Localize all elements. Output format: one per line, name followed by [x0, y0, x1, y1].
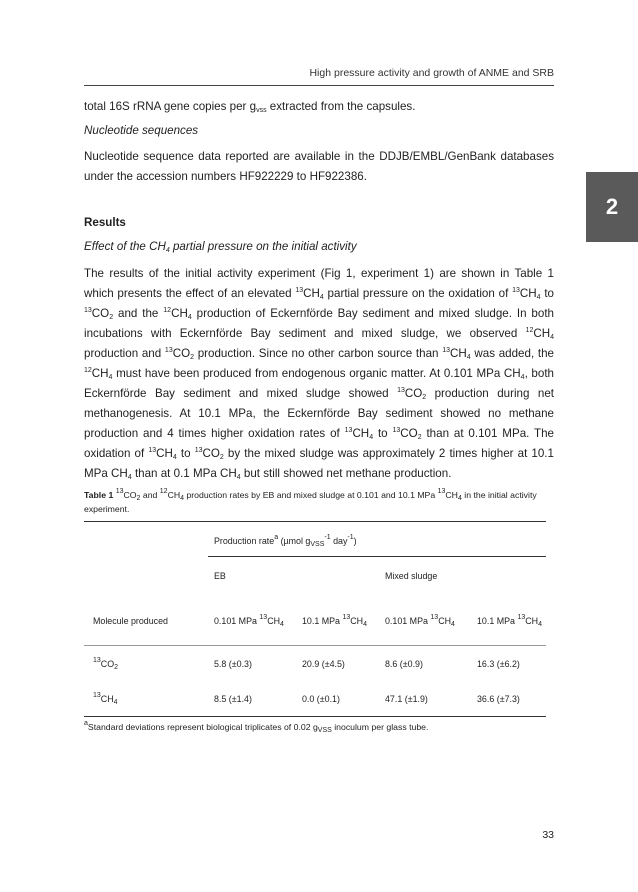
group-eb-header: EB: [214, 571, 226, 581]
nucleotide-heading: Nucleotide sequences: [84, 124, 199, 137]
running-head: High pressure activity and growth of ANME and SRB: [309, 67, 554, 79]
table-top-rule: [84, 521, 546, 522]
table-cell: 0.0 (±0.1): [302, 694, 340, 704]
table-footnote: $^a$Standard deviations represent biological triplicates of 0.02 $g_{VSS}$ inoculum per glass tube.: [84, 720, 429, 734]
col-mixed-low: 0.101 MPa $^{13}CH_4$: [385, 614, 455, 628]
effect-heading: Effect of the $CH_4$ partial pressure on the initial activity: [84, 240, 357, 254]
header-rule: [84, 85, 554, 86]
table-row-label: $^{13}CO_2$: [93, 657, 119, 671]
results-heading: Results: [84, 216, 126, 229]
table-row-label: $^{13}CH_4$: [93, 692, 118, 706]
table-cell: 8.6 (±0.9): [385, 659, 423, 669]
molecule-produced-header: Molecule produced: [93, 616, 168, 626]
table-cell: 16.3 (±6.2): [477, 659, 520, 669]
table-bottom-rule: [84, 716, 546, 717]
table-caption: Table 1 $^{13}CO_2$ and $^{12}CH_4$ production rates by EB and mixed sludge at 0.101 and 10.1 MPa $^{13}CH_4$ in the initial activity experiment.: [84, 488, 537, 514]
table-cell: 20.9 (±4.5): [302, 659, 345, 669]
production-rate-rule: [208, 556, 546, 557]
table-cell: 5.8 (±0.3): [214, 659, 252, 669]
col-eb-high: 10.1 MPa $^{13}CH_4$: [302, 614, 367, 628]
col-eb-low: 0.101 MPa $^{13}CH_4$: [214, 614, 284, 628]
table-cell: 36.6 (±7.3): [477, 694, 520, 704]
page-number: 33: [542, 829, 554, 841]
nucleotide-paragraph: Nucleotide sequence data reported are available in the DDJB/EMBL/GenBank databases under the accession numbers HF922229 to HF922386.: [84, 150, 554, 183]
intro-line: total 16S rRNA gene copies per $g_{vss}$ extracted from the capsules.: [84, 100, 416, 114]
group-mixed-header: Mixed sludge: [385, 571, 438, 581]
results-paragraph: The results of the initial activity experiment (Fig 1, experiment 1) are shown in Table 1 which presents the effect of an elevated $^{13}CH_4$ partial pressure on the oxidation of $^{13}CH_4$ to $^{13}CO_2$ and the $^{12}CH_4$ production of Eckernförde Bay sediment and mixed sludge. In both incubations with Eckernförde Bay sediment and mixed sludge, we observed $^{12}CH_4$ production and $^{13}CO_2$ production. Since no other carbon source than $^{13}CH_4$ was added, the $^{12}CH_4$ must have been produced from endogenous organic matter. At 0.101 MPa $CH_4$, both Eckernförde Bay sediment and mixed sludge showed $^{13}CO_2$ production during net methanogenesis. At 10.1 MPa, the Eckernförde Bay sediment showed no methane production and 4 times higher oxidation rates of $^{13}CH_4$ to $^{13}CO_2$ than at 0.101 MPa. The oxidation of $^{13}CH_4$ to $^{13}CO_2$ by the mixed sludge was approximately 2 times higher at 10.1 MPa $CH_4$ than at 0.1 MPa $CH_4$ but still showed net methane production.: [84, 267, 555, 481]
chapter-tab: 2: [586, 172, 638, 242]
table-header-rule: [84, 645, 546, 646]
table-cell: 47.1 (±1.9): [385, 694, 428, 704]
production-rate-header: Production rate$^a$ (µmol $g_{VSS}^{-1}$ day$^{-1}$): [214, 534, 357, 548]
col-mixed-high: 10.1 MPa $^{13}CH_4$: [477, 614, 542, 628]
table-cell: 8.5 (±1.4): [214, 694, 252, 704]
